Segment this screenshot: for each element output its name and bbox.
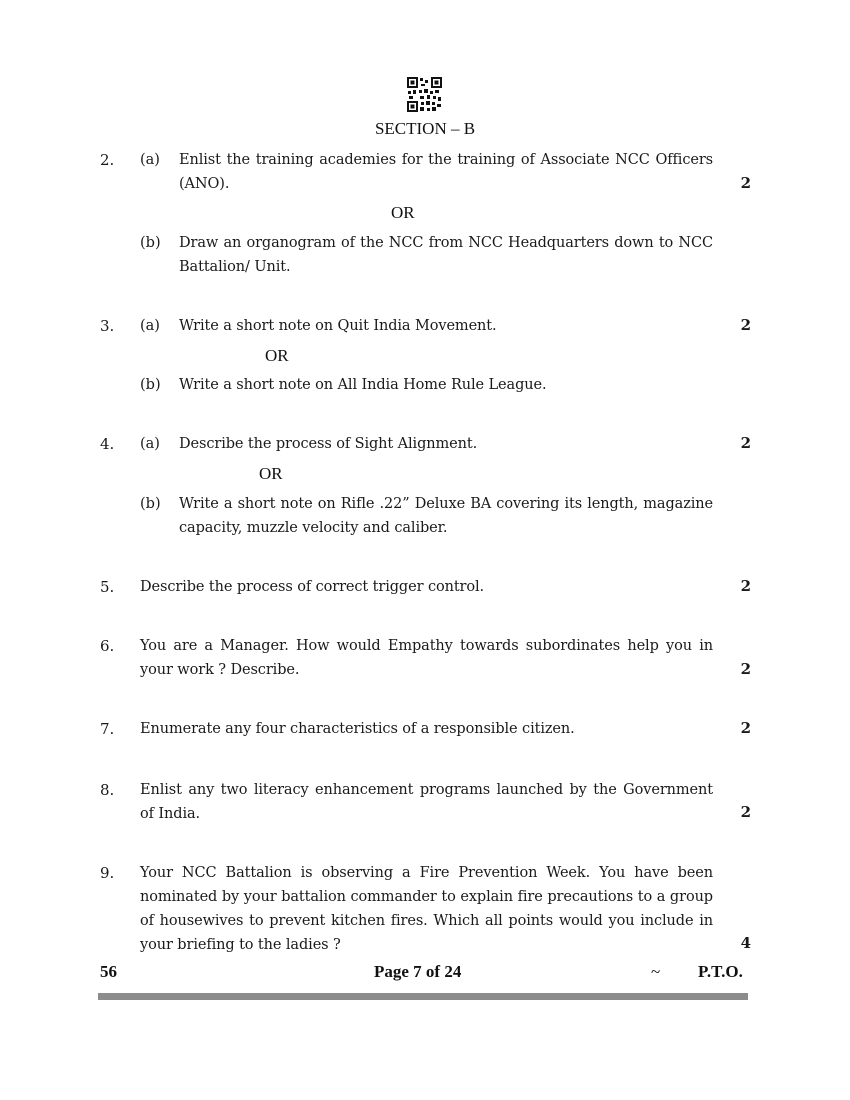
qr-code — [407, 77, 442, 112]
question-text: Draw an organogram of the NCC from NCC Headquarters down to NCC Battalion/ Unit. — [179, 235, 713, 275]
question-text: Your NCC Battalion is observing a Fire Prevention Week. You have been nominated by your battalion commander to explain fire precautions to a group of housewives to prevent kitchen fires. Which all points would you include in your briefing to the ladies ? — [140, 865, 713, 953]
marks: 2 — [740, 803, 751, 821]
question-number: 4. — [100, 435, 115, 453]
question-number: 3. — [100, 317, 115, 335]
option-label-b: (b) — [140, 496, 161, 512]
question-number: 5. — [100, 578, 115, 596]
section-title: SECTION – B — [374, 119, 476, 138]
option-label-a: (a) — [140, 318, 160, 334]
option-label-b: (b) — [140, 377, 161, 393]
option-label-b: (b) — [140, 235, 161, 251]
question-number: 7. — [100, 720, 115, 738]
question-text: You are a Manager. How would Empathy towards subordinates help you in your work ? Describe. — [140, 638, 713, 678]
footer-rule — [98, 993, 748, 1000]
marks: 2 — [740, 719, 751, 737]
paper-code: 56 — [100, 962, 117, 981]
marks: 4 — [740, 934, 751, 952]
pto-label: P.T.O. — [698, 962, 743, 981]
question-text: Write a short note on All India Home Rule League. — [179, 377, 547, 393]
tilde-mark: ~ — [651, 962, 661, 981]
marks: 2 — [740, 434, 751, 452]
page-number: Page 7 of 24 — [374, 962, 462, 981]
option-label-a: (a) — [140, 436, 160, 452]
marks: 2 — [740, 316, 751, 334]
question-number: 2. — [100, 151, 115, 169]
question-text: Enlist the training academies for the training of Associate NCC Officers (ANO). — [179, 152, 713, 192]
question-text: Enlist any two literacy enhancement programs launched by the Government of India. — [140, 782, 713, 822]
or-separator: OR — [259, 464, 283, 483]
question-text: Describe the process of correct trigger control. — [140, 579, 485, 595]
marks: 2 — [740, 660, 751, 678]
question-text: Enumerate any four characteristics of a responsible citizen. — [140, 721, 575, 737]
marks: 2 — [740, 174, 751, 192]
or-separator: OR — [391, 203, 415, 222]
question-number: 6. — [100, 637, 115, 655]
or-separator: OR — [265, 346, 289, 365]
question-text: Describe the process of Sight Alignment. — [179, 436, 478, 452]
marks: 2 — [740, 577, 751, 595]
question-text: Write a short note on Quit India Movement. — [179, 318, 497, 334]
question-number: 9. — [100, 864, 115, 882]
question-text: Write a short note on Rifle .22” Deluxe BA covering its length, magazine capacity, muzzle velocity and caliber. — [179, 496, 713, 536]
option-label-a: (a) — [140, 152, 160, 168]
question-number: 8. — [100, 781, 115, 799]
